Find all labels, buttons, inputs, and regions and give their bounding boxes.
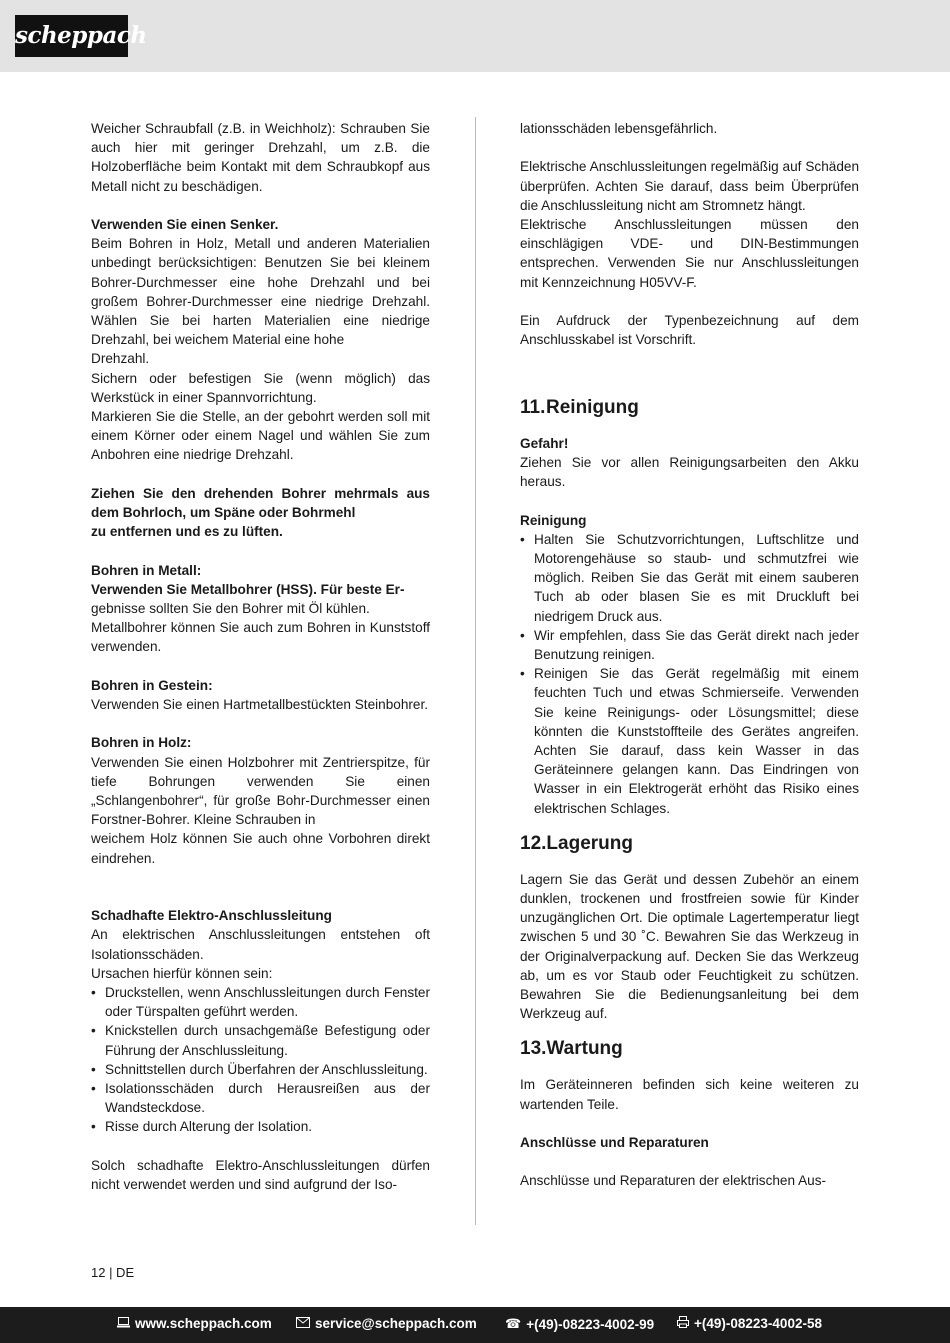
fax-icon (677, 1316, 689, 1331)
list-item: • Halten Sie Schutzvorrichtungen, Luftschlitze und Motorengehäuse so staub- und schmutzfrei wie möglich. Reiben Sie das Gerät mit einem sauberen Tuch ab oder blasen Sie es mit Druckluft bei niedrigem Druck aus. (520, 530, 859, 626)
paragraph-stone: Verwenden Sie einen Hartmetallbestückten Steinbohrer. (91, 697, 429, 713)
heading-repairs: Anschlüsse und Reparaturen (520, 1135, 709, 1151)
list-item: • Isolationsschäden durch Herausreißen aus der Wandsteckdose. (91, 1079, 430, 1117)
list-item: • Druckstellen, wenn Anschlussleitungen durch Fenster oder Türspalten geführt werden. (91, 983, 430, 1021)
paragraph-remove-battery: Ziehen Sie vor allen Reinigungsarbeiten den Akku heraus. (520, 454, 859, 490)
paragraph-continued: lationsschäden lebensgefährlich. (520, 121, 718, 136)
paragraph-soft-screw: Weicher Schraubfall (z.B. in Weichholz): Schrauben Sie auch hier mit geringer Drehzahl, um z.B. die Holzoberfläche beim Kontakt mit dem Schraubkopf aus Metall nicht zu beschädigen. (91, 121, 430, 194)
list-item: • Schnittstellen durch Überfahren der Anschlussleitung. (91, 1060, 430, 1079)
footer-fax[interactable] (677, 1316, 822, 1331)
metal-rest-line: gebnisse sollten Sie den Bohrer mit Öl kühlen. (91, 601, 370, 617)
computer-icon (117, 1316, 130, 1331)
paragraph-repairs: Anschlüsse und Reparaturen der elektrischen Aus- (520, 1173, 827, 1189)
list-item: • Risse durch Alterung der Isolation. (91, 1117, 430, 1136)
phone-number[interactable]: +(49)-08223-4002-99 (526, 1316, 655, 1332)
list-item: • Knickstellen durch unsachgemäße Befestigung oder Führung der Anschlussleitung. (91, 1021, 430, 1059)
paragraph-type-print: Ein Aufdruck der Typenbezeichnung auf dem Anschlusskabel ist Vorschrift. (520, 313, 859, 348)
email-link[interactable]: service@scheppach.com (315, 1316, 477, 1331)
footer-email[interactable] (296, 1316, 477, 1331)
header-band (0, 0, 950, 72)
heading-senker: Verwenden Sie einen Senker. (91, 217, 279, 232)
paragraph-wood-screws: weichem Holz können Sie auch ohne Vorbohren direkt eindrehen. (91, 831, 430, 866)
metal-bold-line: Verwenden Sie Metallbohrer (HSS). Für beste Er- (91, 581, 405, 597)
cleaning-list (520, 530, 859, 818)
heading-wood: Bohren in Holz: (91, 735, 192, 751)
paragraph-check-cables: Elektrische Anschlussleitungen regelmäßig auf Schäden überprüfen. Achten Sie darauf, dass beim Überprüfen die Anschlussleitung nicht am Stromnetz hängt. (520, 159, 859, 213)
warning-chips-line2: zu entfernen und es zu lüften. (91, 524, 283, 540)
paragraph-damaged-cable-warning: Solch schadhafte Elektro-Anschlussleitungen dürfen nicht verwendet werden und sind aufgrund der Iso- (91, 1157, 430, 1193)
right-column (520, 119, 859, 1191)
section-heading-reinigung: 11.Reinigung (520, 396, 639, 418)
paragraph-drill-speed-end: Drehzahl. (91, 351, 150, 367)
heading-damaged-cable: Schadhafte Elektro-Anschlussleitung (91, 908, 332, 924)
page-number: 12 | DE (91, 1265, 135, 1280)
paragraph-metal-plastic: Metallbohrer können Sie auch zum Bohren in Kunststoff verwenden. (91, 620, 430, 655)
cable-causes-list (91, 983, 430, 1137)
paragraph-causes: Ursachen hierfür können sein: (91, 965, 273, 981)
paragraph-insulation: An elektrischen Anschlussleitungen entstehen oft Isolationsschäden. (91, 927, 430, 962)
footer-website[interactable] (117, 1316, 272, 1331)
paragraph-mark: Markieren Sie die Stelle, an der gebohrt werden soll mit einem Körner oder einem Nagel und wählen Sie zum Anbohren eine niedrige Drehzahl. (91, 409, 430, 463)
paragraph-storage: Lagern Sie das Gerät und dessen Zubehör an einem dunklen, trockenen und frostfreien sowie für Kinder unzugänglichen Ort. Die optimale Lagertemperatur liegt zwischen 5 und 30 ˚C. Bewahren Sie das Werkzeug in der Originalverpackung auf. Decken Sie das Werkzeug ab, um es vor Staub oder Feuchtigkeit zu schützen. Bewahren Sie die Bedienungsanleitung bei dem Werkzeug auf. (520, 871, 859, 1022)
fax-number[interactable]: +(49)-08223-4002-58 (694, 1316, 822, 1331)
heading-cleaning: Reinigung (520, 512, 587, 528)
paragraph-clamp: Sichern oder befestigen Sie (wenn möglich) das Werkstück in einer Spannvorrichtung. (91, 370, 430, 405)
paragraph-wood: Verwenden Sie einen Holzbohrer mit Zentrierspitze, für tiefe Bohrungen verwenden Sie einen „Schlangenbohrer“, für große Bohr-Durchmesser einen Forstner-Bohrer. Kleine Schrauben in (91, 754, 430, 828)
mail-icon (296, 1316, 310, 1331)
list-item: • Reinigen Sie das Gerät regelmäßig mit einem feuchten Tuch und etwas Schmierseife. Verwenden Sie keine Reinigungs- oder Lösungsmittel; diese könnten die Kunststoffteile des Gerätes angreifen. Achten Sie darauf, dass kein Wasser in das Geräteinnere gelangen kann. Das Eindringen von Wasser in ein Elektrogerät erhöht das Risiko eines elektrischen Schlages. (520, 664, 859, 818)
section-heading-wartung: 13.Wartung (520, 1038, 623, 1060)
phone-icon: ☎ (505, 1316, 522, 1331)
heading-danger: Gefahr! (520, 435, 569, 451)
footer-bar (0, 1307, 950, 1343)
brand-logo: scheppach (15, 15, 128, 57)
heading-stone: Bohren in Gestein: (91, 677, 213, 693)
column-divider (475, 117, 476, 1225)
website-link[interactable]: www.scheppach.com (135, 1316, 272, 1331)
paragraph-vde: Elektrische Anschlussleitungen müssen den einschlägigen VDE- und DIN-Bestimmungen entsprechen. Verwenden Sie nur Anschlussleitungen mit Kennzeichnung H05VV-F. (520, 217, 859, 290)
paragraph-maintenance: Im Geräteinneren befinden sich keine weiteren zu wartenden Teile. (520, 1077, 859, 1112)
paragraph-drill-speed: Beim Bohren in Holz, Metall und anderen Materialien unbedingt berücksichtigen: Benutzen Sie bei kleinem Bohrer-Durchmesser eine hohe Drehzahl und bei großem Bohrer-Durchmesser eine niedrige Drehzahl. Wählen Sie bei harten Materialien eine niedrige Drehzahl, bei weichem Material eine hohe (91, 236, 430, 348)
left-column (91, 119, 430, 1194)
warning-chips-line1: Ziehen Sie den drehenden Bohrer mehrmals aus dem Bohrloch, um Späne oder Bohrmehl (91, 485, 430, 521)
list-item: • Wir empfehlen, dass Sie das Gerät direkt nach jeder Benutzung reinigen. (520, 626, 859, 664)
section-heading-lagerung: 12.Lagerung (520, 832, 633, 854)
heading-metal: Bohren in Metall: (91, 562, 202, 578)
footer-phone[interactable] (505, 1316, 654, 1332)
